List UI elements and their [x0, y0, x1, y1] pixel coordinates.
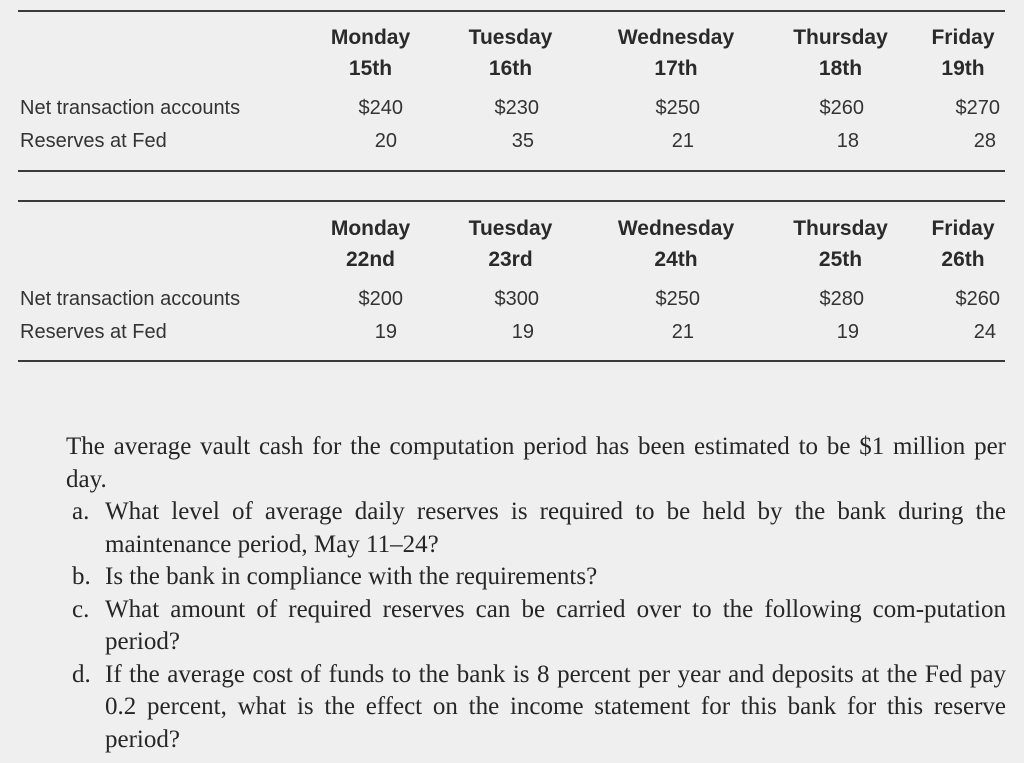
day-name: Thursday — [793, 26, 888, 49]
column-header-friday — [918, 22, 1008, 84]
table-cell: 19 — [374, 321, 397, 343]
day-date: 22nd — [345, 248, 395, 271]
table-bottom-rule — [18, 360, 1005, 362]
table-cell: $250 — [655, 97, 700, 119]
table-cell: 19 — [836, 321, 859, 343]
item-letter: d. — [72, 660, 91, 688]
table-cell: $240 — [358, 97, 403, 119]
column-header-wednesday — [596, 213, 756, 275]
table-cell: 24 — [973, 321, 996, 343]
question-item-a — [66, 496, 1006, 561]
question-item-d — [66, 659, 1006, 757]
reserve-table-week-1 — [18, 0, 1005, 180]
day-date: 19th — [941, 57, 985, 80]
item-text: If the average cost of funds to the bank is 8 percent per year and deposits at the Fed pay 0.2 percent, what is the effect on the income statement for this bank for this reserve period? — [105, 660, 1006, 753]
row-label-reserves-at-fed: Reserves at Fed — [20, 321, 167, 343]
day-date: 18th — [818, 57, 863, 80]
column-header-thursday — [773, 213, 908, 275]
table-cell: 20 — [374, 130, 397, 152]
problem-text — [66, 431, 1006, 756]
row-label-net-transaction-accounts: Net transaction accounts — [20, 97, 241, 119]
item-letter: b. — [72, 563, 91, 590]
table-cell: 21 — [671, 130, 694, 152]
table-cell: 18 — [836, 130, 859, 152]
table-cell: $230 — [494, 97, 539, 119]
table-cell: $280 — [819, 288, 864, 310]
problem-intro: The average vault cash for the computation period has been estimated to be $1 million per day. — [66, 433, 1006, 493]
column-header-monday — [308, 213, 433, 275]
day-name: Wednesday — [617, 217, 735, 240]
question-item-c — [66, 594, 1006, 659]
table-cell: $250 — [655, 288, 700, 310]
day-name: Tuesday — [468, 217, 553, 240]
day-date: 24th — [654, 248, 698, 271]
day-date: 26th — [941, 248, 985, 271]
row-label-reserves-at-fed: Reserves at Fed — [20, 130, 167, 152]
day-name: Thursday — [793, 217, 888, 240]
day-name: Monday — [330, 26, 411, 49]
item-text: What level of average daily reserves is required to be held by the bank during the maintenance period, May 11–24? — [105, 498, 1006, 558]
table-top-rule — [18, 10, 1005, 12]
item-letter: c. — [72, 595, 90, 623]
table-top-rule — [18, 200, 1005, 202]
question-item-b — [66, 561, 1006, 594]
row-label-net-transaction-accounts: Net transaction accounts — [20, 288, 241, 310]
table-cell: 21 — [671, 321, 694, 343]
column-header-monday — [308, 22, 433, 84]
table-cell: $200 — [358, 288, 403, 310]
column-header-friday — [918, 213, 1008, 275]
column-header-thursday — [773, 22, 908, 84]
column-header-tuesday — [453, 22, 568, 84]
item-letter: a. — [72, 498, 90, 525]
table-cell: $260 — [819, 97, 864, 119]
table-cell: $270 — [955, 97, 1000, 119]
day-date: 15th — [348, 57, 393, 80]
day-name: Friday — [931, 26, 995, 49]
table-bottom-rule — [18, 170, 1005, 172]
day-name: Wednesday — [617, 26, 735, 49]
table-cell: $260 — [955, 288, 1000, 310]
day-date: 25th — [818, 248, 863, 271]
item-text: Is the bank in compliance with the requirements? — [105, 563, 598, 590]
table-cell: 28 — [973, 130, 996, 152]
table-cell: 19 — [511, 321, 534, 343]
day-name: Tuesday — [468, 26, 553, 49]
reserve-table-week-2 — [18, 190, 1005, 370]
day-name: Friday — [931, 217, 995, 240]
day-date: 17th — [654, 57, 698, 80]
day-name: Monday — [330, 217, 411, 240]
table-cell: $300 — [494, 288, 539, 310]
table-cell: 35 — [511, 130, 534, 152]
column-header-wednesday — [596, 22, 756, 84]
item-text: What amount of required reserves can be carried over to the following com-putation period? — [105, 595, 1006, 655]
day-date: 23rd — [488, 248, 533, 271]
column-header-tuesday — [453, 213, 568, 275]
day-date: 16th — [488, 57, 533, 80]
